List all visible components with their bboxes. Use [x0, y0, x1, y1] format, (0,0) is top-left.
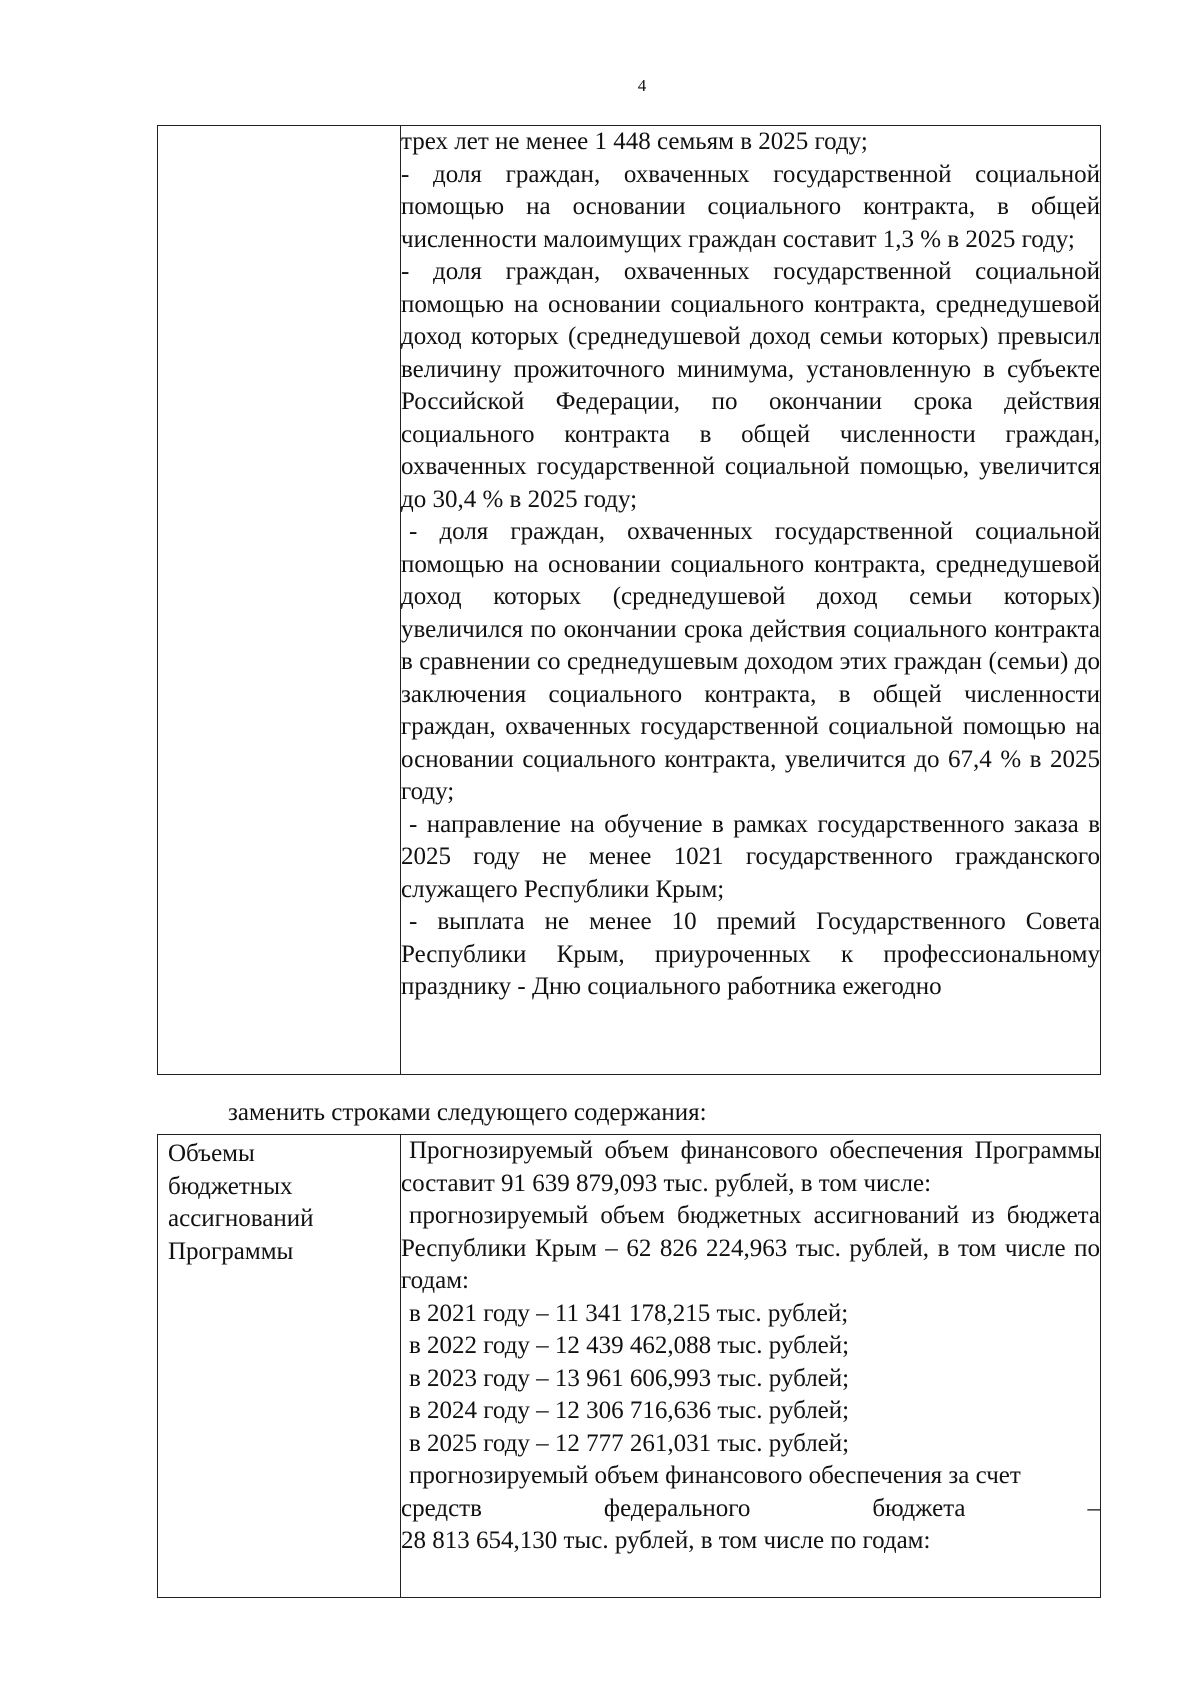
federal-budget-amount: 28 813 654,130 тыс. рублей, в том числе по годам: — [401, 1527, 931, 1554]
federal-word: бюджета — [872, 1494, 966, 1522]
budget-label-cell — [158, 1135, 401, 1598]
indicator-paragraph: - доля граждан, охваченных государственной социальной помощью на основании социального контракта, в общей численности малоимущих граждан составит 1,3 % в 2025 году; — [401, 160, 1100, 253]
budget-label-line: ассигнований — [168, 1205, 314, 1232]
program-indicators-table — [157, 125, 1101, 1075]
budget-label-line: Объемы — [168, 1140, 255, 1167]
budget-label-line: Программы — [168, 1237, 294, 1265]
year-allocation: в 2021 году – 11 341 178,215 тыс. рублей; — [409, 1299, 849, 1327]
year-allocation: в 2025 году – 12 777 261,031 тыс. рублей; — [409, 1429, 850, 1457]
left-cell-empty — [158, 126, 401, 1075]
indicator-paragraph: - выплата не менее 10 премий Государственного Совета Республики Крым, приуроченных к профессиональному празднику - Дню социального работника ежегодно — [401, 908, 1100, 1000]
table-row — [158, 1135, 1101, 1598]
budget-details-cell — [401, 1135, 1101, 1598]
federal-word: федерального — [603, 1494, 751, 1522]
total-funding-text: Прогнозируемый объем финансового обеспечения Программы составит 91 639 879,093 тыс. рублей, в том числе: — [401, 1137, 1100, 1197]
budget-label-line: бюджетных — [168, 1172, 293, 1200]
indicators-cell — [401, 126, 1101, 1075]
budget-allocations-table — [157, 1134, 1101, 1598]
federal-budget-line — [401, 1493, 1100, 1526]
indicator-paragraph: - направление на обучение в рамках государственного заказа в 2025 году не менее 1021 государственного гражданского служащего Республики Крым; — [401, 810, 1100, 903]
year-allocation: в 2024 году – 12 306 716,636 тыс. рублей; — [409, 1397, 850, 1424]
year-allocation: в 2022 году – 12 439 462,088 тыс. рублей; — [409, 1332, 850, 1359]
regional-budget-text: прогнозируемый объем бюджетных ассигнований из бюджета Республики Крым – 62 826 224,963 тыс. рублей, в том числе по годам: — [401, 1202, 1100, 1294]
budget-label — [158, 1135, 400, 1268]
page-number: 4 — [637, 76, 647, 95]
left-cell-text — [158, 126, 400, 129]
year-allocation: в 2023 году – 13 961 606,993 тыс. рублей; — [409, 1364, 850, 1392]
federal-word: – — [1087, 1494, 1100, 1522]
indicator-paragraph: - доля граждан, охваченных государственной социальной помощью на основании социального контракта, среднедушевой доход которых (среднедушевой доход семьи которых) превысил величину прожиточного минимума, установленную в субъекте Российской Федерации, по окончании срока действия социального контракта в общей численности граждан, охваченных государственной социальной помощью, увеличится до 30,4 % в 2025 году; — [401, 258, 1100, 513]
indicator-paragraph: трех лет не менее 1 448 семьям в 2025 году; — [401, 128, 868, 155]
table-row — [158, 126, 1101, 1075]
federal-budget-intro: прогнозируемый объем финансового обеспечения за счет — [409, 1462, 1021, 1489]
replacement-intro: заменить строками следующего содержания: — [228, 1099, 707, 1126]
federal-word: средств — [401, 1494, 482, 1522]
indicator-paragraph: - доля граждан, охваченных государственной социальной помощью на основании социального контракта, среднедушевой доход которых (среднедушевой доход семьи которых) увеличился по окончании срока действия социального контракта в сравнении со среднедушевым доходом этих граждан (семьи) до заключения социального контракта, в общей численности граждан, охваченных государственной социальной помощью на основании социального контракта, увеличится до 67,4 % в 2025 году; — [401, 518, 1100, 805]
